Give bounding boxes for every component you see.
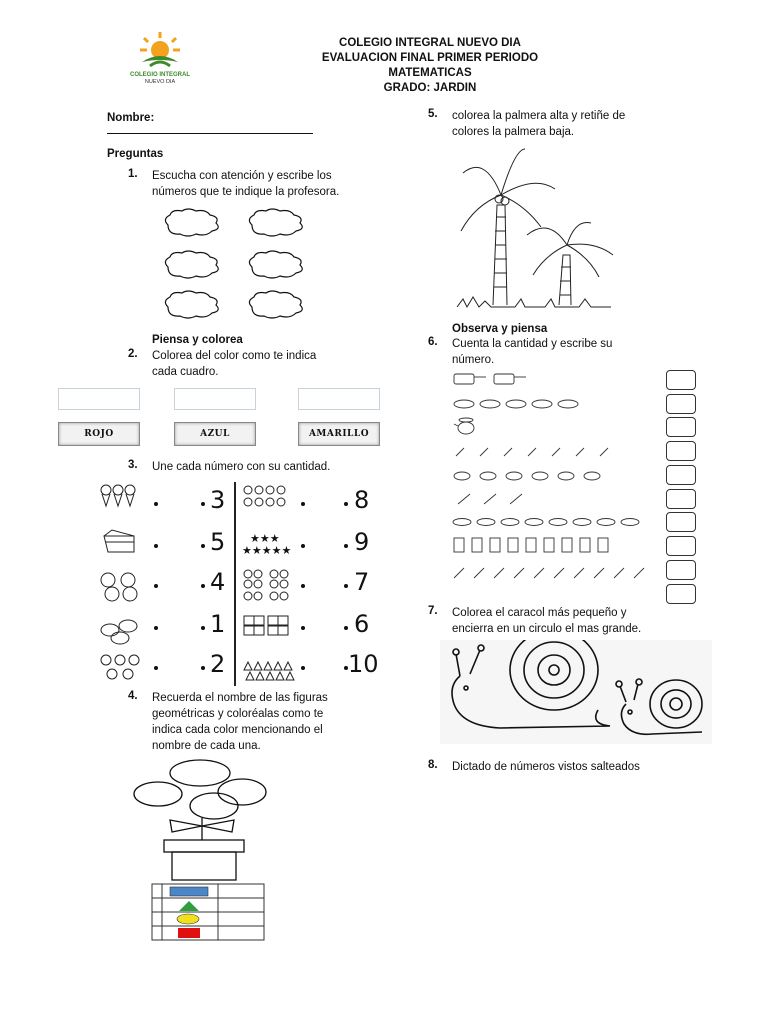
q4-text-line2: geométricas y coloréalas como te [152,708,324,720]
clouds-illustration [158,205,318,323]
squares-icon [244,616,288,635]
pot-body [172,852,236,880]
flower-pot-drawing [132,756,272,946]
match-dot[interactable] [301,502,305,506]
blue-rectangle-icon [170,887,208,896]
apple-icon [101,573,137,601]
q3-number: 3. [128,459,138,471]
snails-drawing [440,640,712,744]
q7-number: 7. [428,605,438,617]
q6-text-line1: Cuenta la cantidad y escribe su [452,338,613,350]
match-dot[interactable] [344,584,348,588]
petal-oval [190,793,238,819]
answer-box[interactable] [666,417,696,437]
answer-box[interactable] [666,560,696,580]
q4-text-line1: Recuerda el nombre de las figuras [152,692,328,704]
q8-number: 8. [428,759,438,771]
match-dot[interactable] [301,666,305,670]
name-line[interactable] [107,133,313,134]
lemon-icon [101,620,137,644]
left-number: 5 [210,528,226,556]
color-box-yellow[interactable] [298,388,380,410]
petal-oval [170,760,230,786]
right-number: 7 [354,568,370,596]
cloud-icon [249,209,302,236]
color-box-red[interactable] [58,388,140,410]
answer-box[interactable] [666,584,696,604]
logo-text-1: COLEGIO INTEGRAL [130,72,190,78]
q5-number: 5. [428,108,438,120]
svg-text:★★★★★: ★★★★★ [242,545,292,557]
match-dot[interactable] [154,584,158,588]
match-dot[interactable] [154,544,158,548]
left-number: 2 [210,650,226,678]
q7-text [452,605,641,637]
match-dot[interactable] [201,584,205,588]
answer-box[interactable] [666,489,696,509]
cake-icon [104,530,134,552]
q4-text-line4: nombre de cada una. [152,740,261,752]
q5-text-line1: colorea la palmera alta y retiñe de [452,110,626,122]
answer-box[interactable] [666,394,696,414]
q6-text [452,336,612,368]
pot-icon [454,374,486,384]
match-dot[interactable] [201,666,205,670]
match-dot[interactable] [201,626,205,630]
matching-exercise [96,478,382,688]
red-rectangle-icon [178,928,200,938]
q2-text [152,348,316,380]
match-dot[interactable] [344,502,348,506]
match-dot[interactable] [344,544,348,548]
match-dot[interactable] [301,626,305,630]
match-dot[interactable] [301,544,305,548]
short-palm-trunk [559,255,571,305]
questions-heading: Preguntas [107,148,164,160]
left-number: 1 [210,610,226,638]
right-pictures [242,482,302,682]
q4-text-line3: indica cada color mencionando el [152,724,323,736]
match-dot[interactable] [201,502,205,506]
cloud-icon [165,251,218,278]
q2-text-line1: Colorea del color como te indica [152,350,317,362]
cloud-icon [165,209,218,236]
match-dot[interactable] [154,626,158,630]
q6-heading: Observa y piensa [452,323,548,335]
grade-title: GRADO: JARDIN [383,82,477,94]
palm-leaf [501,183,555,195]
petal-oval [134,782,182,806]
palm-leaf [567,222,591,245]
school-name: COLEGIO INTEGRAL NUEVO DIA [339,37,521,49]
q1-number: 1. [128,168,138,180]
label-azul: AZUL [174,422,256,446]
q3-text: Une cada número con su cantidad. [152,461,331,473]
left-pictures [98,482,146,682]
palm-leaf [527,228,567,245]
left-number: 4 [210,568,226,596]
cloud-icon [165,291,218,318]
color-box-blue[interactable] [174,388,256,410]
ice-cream-icon [101,485,135,506]
yellow-oval-icon [177,914,199,924]
right-number: 8 [354,486,370,514]
spoon-icon [454,568,644,578]
circles-icon [244,486,285,506]
match-dot[interactable] [344,626,348,630]
answer-box[interactable] [666,441,696,461]
answer-box[interactable] [666,465,696,485]
evaluation-title: EVALUACION FINAL PRIMER PERIODO [321,52,539,64]
kitchen-items-drawing [450,368,655,584]
q2-text-line2: cada cuadro. [152,366,219,378]
match-dot[interactable] [154,666,158,670]
q6-number: 6. [428,336,438,348]
label-amarillo: AMARILLO [298,422,380,446]
left-number: 3 [210,486,226,514]
palm-leaf [501,149,525,195]
school-logo [120,28,200,92]
pot-icon [494,374,526,384]
cloud-icon [249,291,302,318]
q2-heading: Piensa y colorea [152,334,243,346]
circles-grid-icon [244,570,288,600]
q2-number: 2. [128,348,138,360]
ladle-icon [458,494,522,504]
palm-trees-drawing [455,145,615,315]
q1-text [152,168,339,200]
q7-text-line2: encierra en un circulo el mas grande. [452,623,642,635]
petal-oval [218,779,266,805]
teapot-icon [454,418,474,434]
palm-leaf [501,195,541,227]
q6-text-line2: número. [452,354,495,366]
match-dot[interactable] [301,584,305,588]
tall-palm-trunk [493,205,507,305]
q7-text-line1: Colorea el caracol más pequeño y [452,607,627,619]
right-number: 9 [354,528,370,556]
answer-box[interactable] [666,512,696,532]
plate-icon [454,400,578,408]
q1-text-line2: números que te indique la profesora. [152,186,340,198]
matching-divider [234,482,236,686]
right-number: 6 [354,610,370,638]
q8-text: Dictado de números vistos salteados [452,761,640,773]
match-dot[interactable] [154,502,158,506]
q4-number: 4. [128,690,138,702]
answer-box[interactable] [666,536,696,556]
stars-icon [242,533,291,557]
name-label: Nombre: [107,112,155,124]
answer-box[interactable] [666,370,696,390]
subject-title: MATEMATICAS [388,67,472,79]
svg-text:★★★: ★★★ [250,533,280,545]
q5-text-line2: colores la palmera baja. [452,126,575,138]
q5-text [452,108,625,140]
pan-icon [454,472,600,480]
label-rojo: ROJO [58,422,140,446]
q4-text [152,690,328,754]
q1-text-line1: Escucha con atención y escribe los [152,170,332,182]
logo-text-2: NUEVO DIA [144,79,176,85]
triangles-icon [244,662,294,680]
pot-rim [164,840,244,852]
document-header [250,36,610,96]
leaf-triangle [202,820,234,832]
palm-leaf [463,167,501,195]
match-dot[interactable] [201,544,205,548]
leaf-triangle [170,820,202,832]
strawberry-icon [101,655,139,679]
spoon-icon [456,448,608,456]
green-triangle-icon [179,901,199,911]
palm-leaf [567,245,599,277]
cloud-icon [249,251,302,278]
coffee-pot-icon [454,538,608,552]
right-number: 10 [348,650,379,678]
plate-icon [453,519,639,526]
